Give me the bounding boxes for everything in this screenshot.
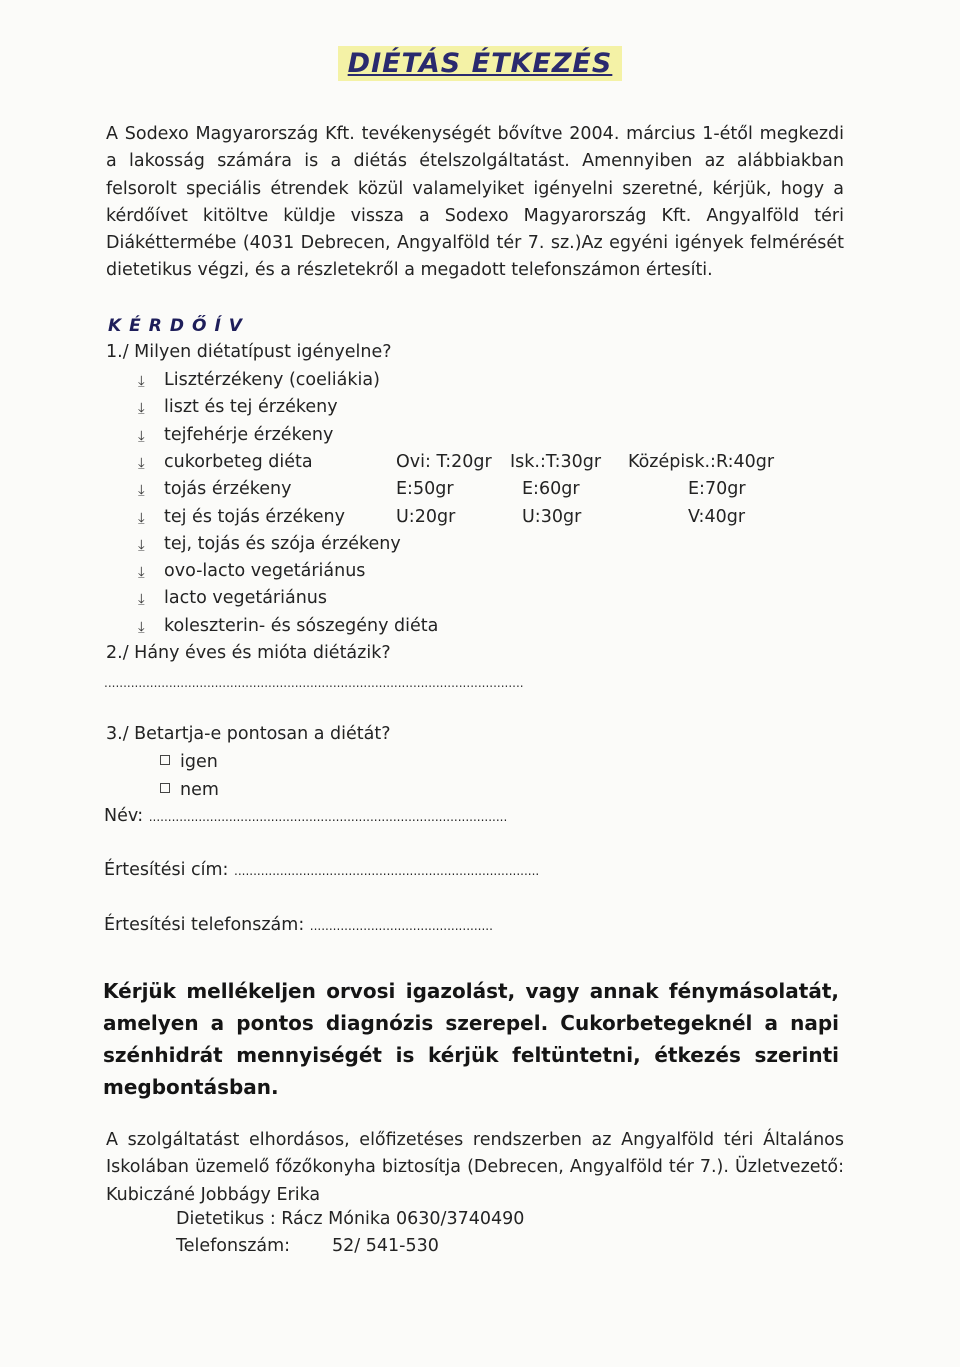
diet-item[interactable] (138, 425, 838, 452)
diet-value-3: V:40gr (688, 506, 746, 527)
arrow-down-icon: ⤓ (138, 481, 145, 500)
option-igen-label: igen (180, 752, 218, 772)
diet-value-1: E:50gr (396, 479, 454, 500)
notice-paragraph: Kérjük mellékeljen orvosi igazolást, vagy annak fénymásolatát, amelyen a pontos diagnózis szerepel. Cukorbetegeknél a napi szénhidrát mennyiségét is kérjük feltüntetni, étkezés szerinti megbontásban. (103, 979, 839, 1099)
diet-item-label: koleszterin- és sószegény diéta (164, 615, 439, 636)
diet-item[interactable] (138, 561, 838, 588)
arrow-down-icon: ⤓ (138, 508, 145, 527)
diet-item-label: cukorbeteg diéta (164, 451, 313, 472)
arrow-down-icon: ⤓ (138, 372, 145, 390)
arrow-down-icon: ⤓ (138, 590, 145, 609)
option-nem-label: nem (180, 780, 219, 800)
phone-contact-label: Telefonszám: (176, 1236, 291, 1256)
name-field[interactable] (104, 806, 507, 826)
name-field-label: Név: (104, 806, 144, 826)
diet-item-label: ovo-lacto vegetáriánus (164, 561, 366, 582)
diet-value-3: Középisk.:R:40gr (628, 451, 775, 472)
diet-item[interactable] (138, 507, 838, 534)
arrow-down-icon: ⤓ (138, 617, 145, 636)
diet-item-label: Lisztérzékeny (coeliákia) (164, 370, 380, 390)
diet-value-2: U:30gr (522, 506, 582, 527)
option-nem[interactable] (160, 780, 219, 800)
page-title: DIÉTÁS ÉTKEZÉS (338, 46, 623, 81)
checkbox-nem[interactable] (160, 783, 170, 793)
diet-value-2: Isk.:T:30gr (510, 451, 602, 472)
diet-item-label: lacto vegetáriánus (164, 588, 328, 609)
diet-item[interactable] (138, 616, 838, 643)
questionnaire-heading: KÉRDŐÍV (108, 316, 250, 336)
arrow-down-icon: ⤓ (138, 535, 145, 554)
diet-item[interactable] (138, 452, 838, 479)
diet-item-label: tojás érzékeny (164, 479, 292, 500)
phone-contact (176, 1236, 439, 1256)
question-3: 3./ Betartja-e pontosan a diétát? (106, 724, 391, 744)
closing-paragraph: A szolgáltatást elhordásos, előfizetéses rendszerben az Angyalföld téri Általános Iskolában üzemelő főzőkonyha biztosítja (Debrecen, Angyalföld tér 7.). Üzletvezető: Kubiczáné Jobbágy Erika (106, 1130, 844, 1205)
phone-field[interactable] (104, 915, 493, 935)
question-1: 1./ Milyen diétatípust igényelne? (106, 342, 392, 362)
question-2: 2./ Hány éves és mióta diétázik? (106, 643, 391, 663)
checkbox-igen[interactable] (160, 755, 170, 765)
arrow-down-icon: ⤓ (138, 563, 145, 582)
intro-paragraph: A Sodexo Magyarország Kft. tevékenységét bővítve 2004. március 1-étől megkezdi a lakosság számára is a diétás ételszolgáltatást. Amennyiben az alábbiakban felsorolt speciális étrendek közül valamelyiket igényelni szeretné, kérjük, hogy a kérdőívet kitöltve küldje vissza a Sodexo Magyarország Kft. Angyalföld téri Diákéttermébe (4031 Debrecen, Angyalföld tér 7. sz.)Az egyéni igények felmérését dietetikus végzi, és a részletekről a megadott telefonszámon értesíti. (106, 124, 844, 281)
diet-item[interactable] (138, 534, 838, 561)
option-igen[interactable] (160, 752, 218, 772)
dietitian-contact: Dietetikus : Rácz Mónika 0630/3740490 (176, 1209, 525, 1229)
address-field[interactable] (104, 860, 539, 880)
diet-item[interactable] (138, 588, 838, 615)
phone-field-label: Értesítési telefonszám: (104, 915, 305, 935)
diet-value-3: E:70gr (688, 479, 746, 500)
diet-item[interactable] (138, 479, 838, 506)
diet-value-1: Ovi: T:20gr (396, 451, 492, 472)
arrow-down-icon: ⤓ (138, 426, 145, 445)
address-field-label: Értesítési cím: (104, 860, 229, 880)
phone-contact-value: 52/ 541-530 (332, 1236, 439, 1256)
name-field-line[interactable]: .............................................................................................. (148, 810, 508, 824)
diet-item-label: liszt és tej érzékeny (164, 397, 338, 418)
title-wrap (0, 46, 960, 81)
diet-item[interactable] (138, 370, 838, 397)
diet-item-label: tejfehérje érzékeny (164, 424, 334, 445)
arrow-down-icon: ⤓ (138, 399, 145, 418)
answer-line-2[interactable]: .............................................................................................................. (104, 676, 524, 690)
diet-item[interactable] (138, 397, 838, 424)
diet-value-2: E:60gr (522, 479, 580, 500)
phone-field-line[interactable]: ................................................ (309, 919, 493, 933)
diet-item-label: tej és tojás érzékeny (164, 506, 345, 527)
arrow-down-icon: ⤓ (138, 453, 145, 472)
diet-item-label: tej, tojás és szója érzékeny (164, 533, 401, 554)
address-field-line[interactable]: ................................................................................ (234, 864, 540, 878)
diet-value-1: U:20gr (396, 506, 456, 527)
